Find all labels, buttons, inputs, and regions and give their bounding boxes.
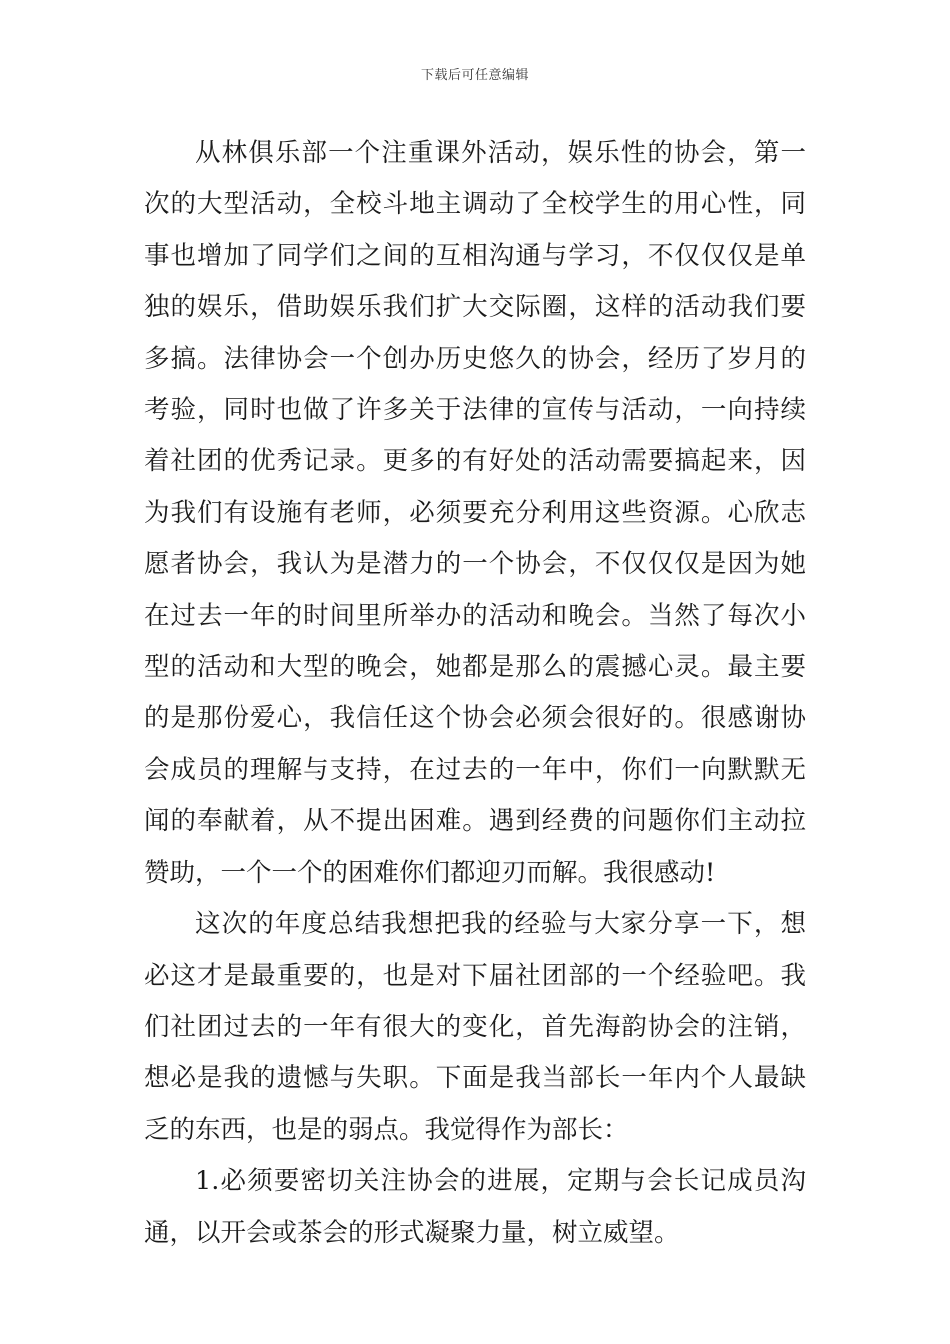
page-header: 下载后可任意编辑 bbox=[420, 68, 529, 83]
paragraph-1: 从林俱乐部一个注重课外活动，娱乐性的协会，第一次的大型活动，全校斗地主调动了全校学生的用心性，同事也增加了同学们之间的互相沟通与学习，不仅仅仅是单独的娱乐，借助娱乐我们扩大交际圈，这样的活动我们要多搞。法律协会一个创办历史悠久的协会，经历了岁月的考验，同时也做了许多关于法律的宣传与活动，一向持续着社团的优秀记录。更多的有好处的活动需要搞起来，因为我们有设施有老师，必须要充分利用这些资源。心欣志愿者协会，我认为是潜力的一个协会，不仅仅仅是因为她在过去一年的时间里所举办的活动和晚会。当然了每次小型的活动和大型的晚会，她都是那么的震撼心灵。最主要的是那份爱心，我信任这个协会必须会很好的。很感谢协会成员的理解与支持，在过去的一年中，你们一向默默无闻的奉献着，从不提出困难。遇到经费的问题你们主动拉赞助，一个一个的困难你们都迎刃而解。我很感动! bbox=[144, 138, 806, 888]
document-body bbox=[144, 128, 806, 1259]
paragraph-2: 这次的年度总结我想把我的经验与大家分享一下，想必这才是最重要的，也是对下届社团部的一个经验吧。我们社团过去的一年有很大的变化，首先海韵协会的注销，想必是我的遗憾与失职。下面是我当部长一年内个人最缺乏的东西，也是的弱点。我觉得作为部长： bbox=[144, 909, 806, 1145]
paragraph-3: 1.必须要密切关注协会的进展，定期与会长记成员沟通，以开会或茶会的形式凝聚力量，树立威望。 bbox=[144, 1166, 806, 1248]
